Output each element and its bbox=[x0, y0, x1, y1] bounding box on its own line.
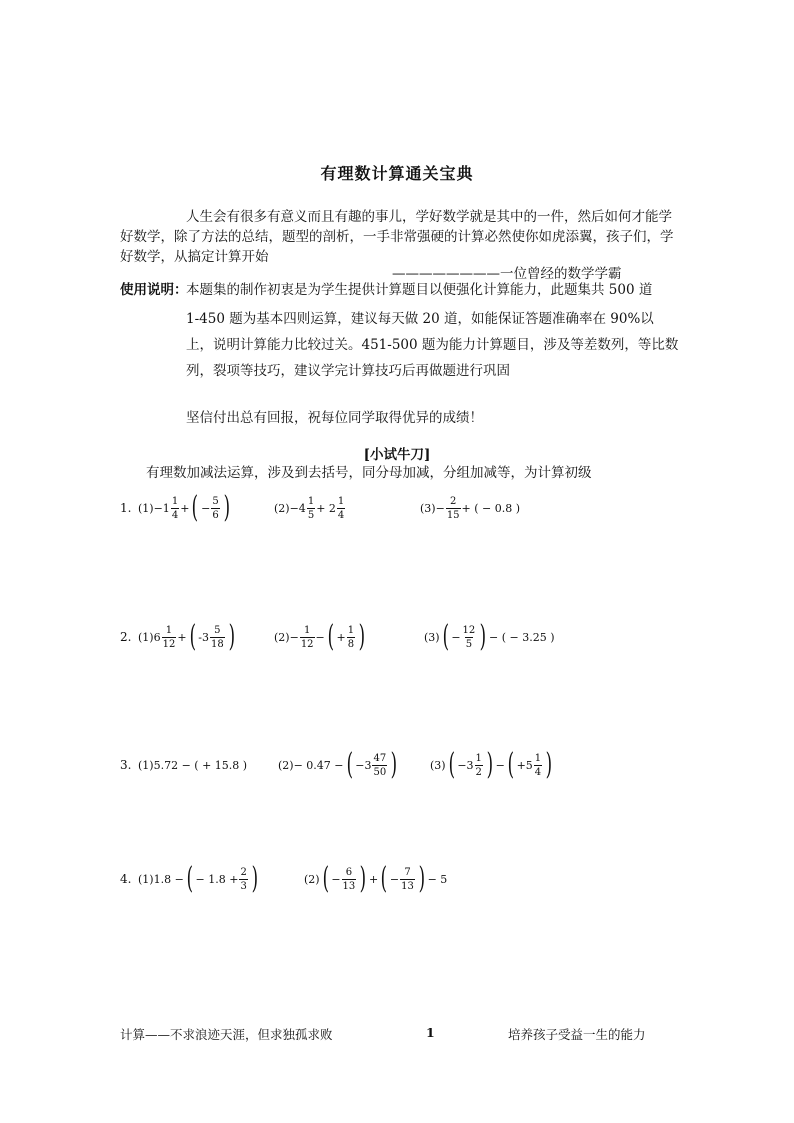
numerator: 2 bbox=[449, 495, 457, 507]
denominator: 15 bbox=[446, 509, 460, 521]
math-text: + bbox=[177, 630, 187, 644]
left-paren: ( bbox=[442, 619, 449, 654]
denominator: 5 bbox=[465, 638, 473, 650]
denominator: 5 bbox=[307, 509, 315, 521]
sub-problem bbox=[430, 747, 555, 782]
numerator: 47 bbox=[373, 752, 387, 764]
math-text: − bbox=[289, 630, 299, 644]
denominator: 50 bbox=[373, 766, 387, 778]
left-paren: ( bbox=[448, 747, 455, 782]
footer-right: 培养孩子受益一生的能力 bbox=[508, 1027, 646, 1042]
math-text: -3 bbox=[198, 630, 209, 644]
fraction bbox=[400, 866, 415, 893]
right-paren: ) bbox=[390, 747, 398, 782]
numerator: 1 bbox=[534, 752, 542, 764]
left-paren: ( bbox=[327, 619, 334, 654]
fraction bbox=[372, 752, 387, 779]
denominator: 2 bbox=[475, 766, 482, 778]
math-text: + bbox=[368, 872, 379, 886]
intro-text: 人生会有很多有意义而且有趣的事儿，学好数学就是其中的一件，然后如何才能学好数学，除了方法的总结，题型的剖析，一手非常强硬的计算必然使你如虎添翼，孩子们，学好数学，从搞定计算开始 bbox=[120, 209, 674, 265]
sub-problem bbox=[138, 861, 261, 896]
denominator: 13 bbox=[342, 880, 356, 892]
math-text: −4 bbox=[289, 501, 306, 515]
parenthesized-group bbox=[440, 619, 489, 654]
left-paren: ( bbox=[346, 747, 353, 782]
math-text: (1) bbox=[138, 872, 154, 886]
problem-number: 2. bbox=[120, 630, 132, 644]
right-paren: ) bbox=[545, 747, 553, 782]
math-text: − bbox=[435, 501, 445, 515]
problem-number: 4. bbox=[120, 872, 132, 886]
math-text: + ( − 0.8 ) bbox=[461, 501, 521, 515]
denominator: 8 bbox=[347, 638, 355, 650]
numerator: 1 bbox=[303, 624, 311, 636]
section-title: [小试牛刀] bbox=[363, 447, 431, 463]
math-text: +5 bbox=[516, 758, 533, 772]
denominator: 6 bbox=[212, 509, 219, 521]
problem-row bbox=[120, 488, 680, 528]
math-text: 5.72 − ( + 15.8 ) bbox=[153, 758, 248, 772]
sub-problem bbox=[138, 759, 247, 772]
fraction bbox=[171, 495, 179, 522]
fraction bbox=[307, 495, 315, 522]
math-text: − bbox=[331, 872, 341, 886]
math-text: + 2 bbox=[316, 501, 336, 515]
denominator: 4 bbox=[534, 766, 542, 778]
parenthesized-group bbox=[320, 861, 369, 896]
wish-text: 坚信付出总有回报，祝每位同学取得优异的成绩！ bbox=[186, 410, 483, 426]
fraction bbox=[475, 752, 483, 779]
math-text: (2) bbox=[304, 872, 320, 886]
parenthesized-group bbox=[505, 747, 555, 782]
numerator: 6 bbox=[345, 866, 353, 878]
problem-number: 3. bbox=[120, 758, 132, 772]
math-text: (3) bbox=[420, 501, 436, 515]
fraction bbox=[210, 624, 225, 651]
usage-description: 1-450 题为基本四则运算，建议每天做 20 道，如能保证答题准确率在 90%以上，说明计算能力比较过关。451-500 题为能力计算题目，涉及等差数列，等比数列，裂项等技巧，建议学完计算技巧后再做题进行巩固 bbox=[186, 311, 679, 379]
math-text: − ( − 3.25 ) bbox=[488, 630, 555, 644]
math-text: (1) bbox=[138, 630, 154, 644]
denominator: 12 bbox=[300, 638, 314, 650]
math-text: − bbox=[201, 501, 211, 515]
section-description: 有理数加减法运算，涉及到去括号，同分母加减，分组加减等，为计算初级 bbox=[146, 465, 592, 481]
denominator: 18 bbox=[210, 638, 224, 650]
numerator: 1 bbox=[307, 495, 315, 507]
denominator: 12 bbox=[162, 638, 176, 650]
usage-label: 使用说明： bbox=[120, 282, 188, 298]
math-text: 6 bbox=[153, 630, 161, 644]
math-text: − bbox=[451, 630, 461, 644]
parenthesized-group bbox=[187, 619, 238, 654]
math-text: (1) bbox=[138, 501, 154, 515]
problem-number: 1. bbox=[120, 501, 132, 515]
fraction bbox=[300, 624, 315, 651]
sub-problem bbox=[138, 490, 232, 525]
math-text: (1) bbox=[138, 758, 154, 772]
right-paren: ) bbox=[358, 619, 366, 654]
math-text: + bbox=[180, 501, 190, 515]
math-text: − bbox=[495, 758, 505, 772]
math-text: −3 bbox=[457, 758, 474, 772]
numerator: 2 bbox=[240, 866, 247, 878]
sub-problem bbox=[274, 619, 368, 654]
math-text: (3) bbox=[424, 630, 440, 644]
document-title: 有理数计算通关宝典 bbox=[320, 164, 474, 183]
right-paren: ) bbox=[228, 619, 235, 654]
problem-row bbox=[120, 859, 680, 899]
sub-problem bbox=[304, 861, 448, 896]
left-paren: ( bbox=[192, 490, 199, 525]
parenthesized-group bbox=[446, 747, 496, 782]
math-text: − bbox=[315, 630, 325, 644]
numerator: 1 bbox=[165, 624, 173, 636]
fraction bbox=[342, 866, 357, 893]
math-text: −3 bbox=[355, 758, 372, 772]
fraction bbox=[462, 624, 477, 651]
math-text: (2) bbox=[274, 630, 290, 644]
math-text: − 0.47 − bbox=[293, 758, 344, 772]
denominator: 3 bbox=[240, 880, 247, 892]
right-paren: ) bbox=[359, 861, 367, 896]
numerator: 7 bbox=[404, 866, 411, 878]
right-paren: ) bbox=[486, 747, 493, 782]
parenthesized-group bbox=[325, 619, 368, 654]
fraction bbox=[211, 495, 219, 522]
sub-problem bbox=[274, 495, 346, 522]
parenthesized-group bbox=[378, 861, 427, 896]
parenthesized-group bbox=[189, 490, 232, 525]
math-text: − bbox=[389, 872, 400, 886]
math-text: − 1.8 + bbox=[195, 872, 239, 886]
usage-first-line: 本题集的制作初衷是为学生提供计算题目以便强化计算能力，此题集共 500 道 bbox=[186, 282, 653, 298]
problem-row bbox=[120, 745, 680, 785]
math-text: (2) bbox=[274, 501, 290, 515]
denominator: 13 bbox=[401, 880, 414, 892]
sub-problem bbox=[420, 495, 520, 522]
numerator: 5 bbox=[214, 624, 221, 636]
math-text: (3) bbox=[430, 758, 446, 772]
math-text: 1.8 − bbox=[153, 872, 184, 886]
parenthesized-group bbox=[184, 861, 261, 896]
problem-row bbox=[120, 617, 680, 657]
fraction bbox=[162, 624, 177, 651]
sub-problem bbox=[424, 619, 555, 654]
page-number: 1 bbox=[426, 1025, 435, 1040]
intro-signature: ————————一位曾经的数学学霸 bbox=[392, 266, 622, 282]
math-text: (2) bbox=[278, 758, 294, 772]
fraction bbox=[239, 866, 247, 893]
right-paren: ) bbox=[223, 490, 230, 525]
numerator: 5 bbox=[212, 495, 219, 507]
left-paren: ( bbox=[380, 861, 388, 896]
left-paren: ( bbox=[507, 747, 514, 782]
sub-problem bbox=[278, 747, 400, 782]
fraction bbox=[337, 495, 345, 522]
numerator: 1 bbox=[475, 752, 482, 764]
denominator: 4 bbox=[337, 509, 345, 521]
right-paren: ) bbox=[251, 861, 258, 896]
numerator: 1 bbox=[337, 495, 345, 507]
left-paren: ( bbox=[186, 861, 193, 896]
denominator: 4 bbox=[171, 509, 179, 521]
left-paren: ( bbox=[189, 619, 196, 654]
fraction bbox=[534, 752, 542, 779]
numerator: 12 bbox=[462, 624, 476, 636]
sub-problem bbox=[138, 619, 237, 654]
right-paren: ) bbox=[479, 619, 487, 654]
footer-left: 计算——不求浪迹天涯，但求独孤求败 bbox=[120, 1027, 333, 1042]
math-text: + bbox=[336, 630, 346, 644]
left-paren: ( bbox=[322, 861, 329, 896]
fraction bbox=[446, 495, 461, 522]
parenthesized-group bbox=[344, 747, 400, 782]
fraction bbox=[347, 624, 355, 651]
right-paren: ) bbox=[418, 861, 425, 896]
math-text: −1 bbox=[153, 501, 170, 515]
numerator: 1 bbox=[171, 495, 179, 507]
math-text: − 5 bbox=[427, 872, 448, 886]
intro-paragraph bbox=[120, 207, 680, 267]
numerator: 1 bbox=[347, 624, 355, 636]
